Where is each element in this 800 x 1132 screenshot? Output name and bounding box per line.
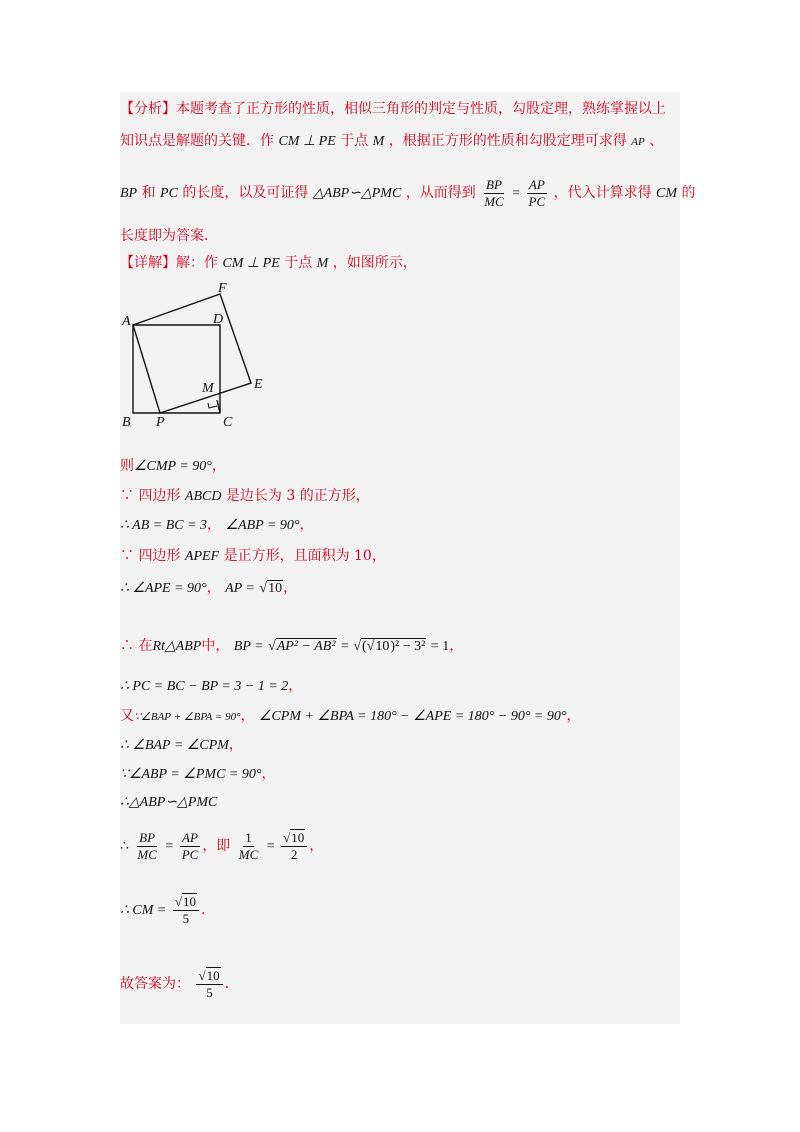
fraction-denominator: 5 <box>206 984 213 1000</box>
radicand: AP² − AB² <box>276 639 336 654</box>
step-10 <box>120 764 275 785</box>
analysis-text: 的 <box>681 185 696 201</box>
label-e: E <box>254 377 263 392</box>
fraction-denominator: MC <box>137 846 157 862</box>
analysis-line-1 <box>120 99 666 119</box>
math-expr: CM ⊥ PE <box>278 134 336 149</box>
step-text: ． <box>200 902 215 918</box>
math-expr: △ABP∽△PMC <box>312 186 402 201</box>
math-expr: ABCD <box>184 489 222 504</box>
step-text: ， <box>240 708 255 724</box>
fraction-denominator: PC <box>181 846 199 862</box>
math-expr: M <box>372 134 385 149</box>
label-b: B <box>122 415 131 430</box>
step-text: ， <box>309 838 324 854</box>
label-c: C <box>223 415 233 430</box>
step-8 <box>120 706 580 727</box>
step-9 <box>120 735 243 756</box>
math-expr: ∴ ∠APE = 90° <box>120 581 207 596</box>
fraction-denominator: PC <box>528 193 546 209</box>
step-5 <box>120 578 297 599</box>
detail-intro <box>120 253 417 274</box>
answer-label: 故答案为： <box>120 976 190 992</box>
analysis-line-3 <box>120 175 696 212</box>
fraction: $\frac{√10}{2}$ <box>281 830 307 863</box>
fraction <box>135 830 159 863</box>
step-text: ， <box>207 517 222 533</box>
step-text: ∵ 四边形 <box>120 488 181 504</box>
math-expr: ∴△ABP∽△PMC <box>120 795 218 810</box>
math-expr: AP = <box>225 581 255 596</box>
step-11 <box>120 792 217 813</box>
fraction-numerator: AP <box>528 176 545 192</box>
analysis-text: ，从而得到 <box>405 185 476 201</box>
label-m: M <box>202 381 214 396</box>
geometry-figure <box>120 280 280 432</box>
fraction-denominator: MC <box>484 193 504 209</box>
math-expr: = <box>266 839 275 854</box>
step-text: 是正方形，且面积为 10， <box>223 548 386 564</box>
radicand: 10 <box>182 893 196 909</box>
fraction-denominator: 2 <box>290 846 298 862</box>
square-apef <box>133 294 251 413</box>
analysis-line-4 <box>120 226 218 246</box>
step-text: ， <box>228 737 243 753</box>
analysis-tag: 【分析】 <box>120 101 176 117</box>
math-expr: M <box>316 256 329 271</box>
step-text: ， <box>261 766 276 782</box>
math-expr: ∠CPM + ∠BPA = 180° − ∠APE = 180° − 90° = 90° <box>258 709 567 724</box>
math-expr: = 1 <box>430 639 450 654</box>
fraction-denominator: MC <box>238 846 259 862</box>
math-expr: ∴ CM = <box>120 903 167 918</box>
sqrt-expr: √10 <box>259 581 283 596</box>
fraction <box>237 830 261 863</box>
fraction <box>482 177 506 210</box>
step-1 <box>120 456 226 477</box>
sqrt-expr: √(√10)² − 3² <box>353 639 426 654</box>
math-expr: AP <box>631 136 645 148</box>
analysis-text: ，根据正方形的性质和勾股定理可求得 <box>388 133 627 149</box>
analysis-line-2 <box>120 131 663 152</box>
radicand: 10 <box>268 581 283 596</box>
right-angle-mark <box>208 403 217 408</box>
math-expr: APEF <box>184 549 220 564</box>
analysis-text: 、 <box>649 133 664 149</box>
detail-text: 解：作 <box>176 255 218 271</box>
step-2 <box>120 486 370 507</box>
final-answer <box>120 966 239 1002</box>
radicand: 10 <box>291 829 305 845</box>
detail-text: ，如图所示， <box>332 255 417 271</box>
step-text: ， <box>449 638 464 654</box>
label-d: D <box>213 312 224 327</box>
fraction-numerator: 1 <box>245 829 252 845</box>
math-expr: BP = <box>233 639 264 654</box>
fraction-numerator: BP <box>486 176 502 192</box>
fraction <box>180 830 201 863</box>
step-text: ， <box>211 458 226 474</box>
math-expr: = <box>512 186 521 201</box>
step-7 <box>120 676 302 697</box>
step-4 <box>120 546 386 567</box>
math-expr: CM <box>656 186 678 201</box>
step-text: 是边长为 3 的正方形， <box>225 488 370 504</box>
math-expr: ∵∠BAP + ∠BPA = 90° <box>134 711 241 723</box>
step-text: ， <box>206 580 221 596</box>
radicand: 10 <box>206 967 220 983</box>
label-p: P <box>156 415 165 430</box>
sqrt-expr: √AP² − AB² <box>268 639 336 654</box>
step-text: ， <box>288 678 303 694</box>
math-expr: = <box>165 839 174 854</box>
fraction-numerator: BP <box>139 829 156 845</box>
step-3 <box>120 515 314 536</box>
math-expr: CM ⊥ PE <box>222 256 280 271</box>
fraction <box>527 177 548 210</box>
step-text: ，即 <box>202 838 231 854</box>
math-expr: ∠ABP = 90° <box>225 518 300 533</box>
analysis-text: 的长度，以及可证得 <box>182 185 309 201</box>
radicand: 10 <box>375 639 390 654</box>
analysis-text: 长度即为答案． <box>120 228 218 244</box>
step-text: ， <box>283 580 298 596</box>
math-expr: BP <box>120 186 138 201</box>
analysis-text: 于点 <box>340 133 369 149</box>
step-text: ∵ 四边形 <box>120 548 181 564</box>
step-text: ， <box>566 708 581 724</box>
analysis-text: 和 <box>141 185 156 201</box>
math-expr: = <box>340 639 349 654</box>
detail-text: 于点 <box>284 255 313 271</box>
detail-tag: 【详解】 <box>120 255 176 271</box>
label-f: F <box>218 281 227 296</box>
math-expr: PC <box>160 186 178 201</box>
step-13 <box>120 892 215 929</box>
step-text: ∴ 在 <box>120 638 153 654</box>
fraction-numerator: AP <box>182 829 198 845</box>
fraction: $\frac{√10}{5}$ <box>196 968 222 1001</box>
analysis-text: 知识点是解题的关键．作 <box>120 133 274 149</box>
fraction: $\frac{√10}{5}$ <box>173 894 199 927</box>
fraction-denominator: 5 <box>182 910 190 926</box>
step-12 <box>120 828 323 865</box>
math-expr: ∴ ∠BAP = ∠CPM <box>120 738 229 753</box>
analysis-text: ，代入计算求得 <box>553 185 652 201</box>
math-expr: ∴ PC = BC − BP = 3 − 1 = 2 <box>120 679 289 694</box>
step-text: ． <box>224 976 239 992</box>
step-text: 则 <box>120 458 134 474</box>
math-expr: ∵∠ABP = ∠PMC = 90° <box>120 767 262 782</box>
math-expr: ∴ <box>120 839 129 854</box>
paren: )² − 3² <box>390 639 426 654</box>
label-a: A <box>122 314 131 329</box>
math-expr: Rt△ABP <box>152 639 202 654</box>
analysis-text: 本题考查了正方形的性质，相似三角形的判定与性质，勾股定理，熟练掌握以上 <box>176 101 666 117</box>
paren: ( <box>362 639 367 654</box>
math-expr: ∴ AB = BC = 3 <box>120 518 208 533</box>
step-6 <box>120 636 463 657</box>
math-expr: ∠CMP = 90° <box>134 459 212 474</box>
step-text: 又 <box>120 708 134 724</box>
step-text: 中， <box>201 638 230 654</box>
step-text: ， <box>299 517 314 533</box>
